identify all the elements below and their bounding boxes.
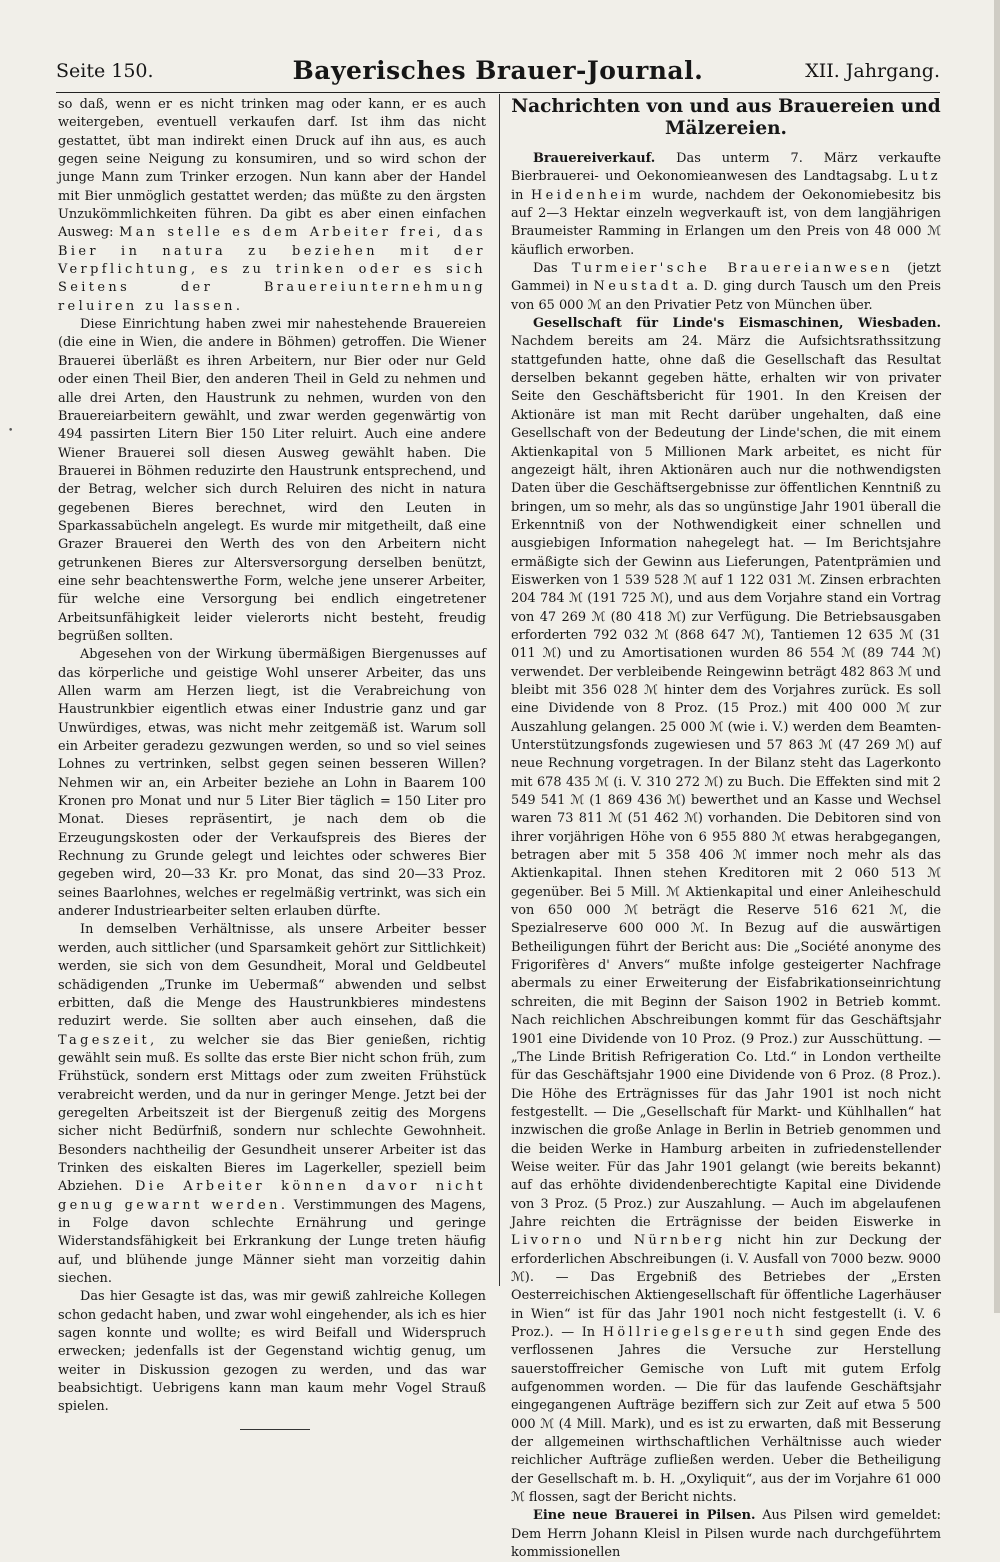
news-item [511, 150, 941, 260]
news-item [511, 1507, 941, 1562]
spaced-emphasis: Höllriegelsgereuth [602, 1325, 788, 1340]
paragraph-text: zu welcher sie das Bier genießen, richtig gewählt sein muß. Es sollte das erste Bier nicht schon früh, zum Frühstück, sondern erst Mittags oder zum zweiten Frühstück verabreicht werden, und da nur in geringer Menge. Jetzt bei der geregelten Arbeitszeit ist der Biergenuß zeitig des Morgens sicher nicht Bedürfniß, sondern nur schlechte Gewohnheit. Besonders nachtheilig der Gesundheit unserer Arbeiter ist das Trinken des eiskalten Bieres im Lagerkeller, speziell beim Abziehen. [58, 1032, 486, 1195]
section-title: Nachrichten von und aus Brauereien und Mälzereien. [511, 96, 941, 139]
spaced-emphasis: Turmeier'sche Brauereianwesen [571, 261, 894, 277]
spaced-emphasis: Heidenheim [531, 187, 645, 203]
paragraph-text: In demselben Verhältnisse, als unsere Arbeiter besser werden, auch sittlicher (und Sparsamkeit gehört zur Sittlichkeit) werden, sie sich von dem Gesundheit, Moral und Geldbeutel schädigenden „Trunke im Uebermaß“ abwenden und selbst erbitten, daß die Menge des Haustrunkbieres mindestens reduzirt werde. Sie sollten aber auch einsehen, daß die [58, 922, 486, 1030]
volume-label: XII. Jahrgang. [805, 60, 940, 82]
journal-title: Bayerisches Brauer-Journal. [292, 56, 704, 85]
paragraph [58, 96, 486, 316]
news-text: Nachdem bereits am 24. März die Aufsichtsrathssitzung stattgefunden hatte, ohne daß die Gesellschaft das Resultat derselben bekannt gegeben hätte, erhalten wir von privater Seite den Geschäftsbericht für 1901. In den Kreisen der Aktionäre ist man mit Recht darüber ungehalten, daß eine Gesellschaft von der Bedeutung der Linde'schen, die mit einem Aktienkapital von 5 Millionen Mark arbeitet, es nicht für angezeigt hält, ihren Aktionären auch nur die nothwendigsten Daten über die Geschäftsergebnisse zur öffentlichen Kenntniß zu bringen, um so mehr, als das so ungünstige Jahr 1901 überall die Erkenntniß von der Nothwendigkeit einer schnellen und ausgiebigen Information nahegelegt hat. — Im Berichtsjahre ermäßigte sich der Gewinn aus Lieferungen, Patentprämien und Eiswerken von 1 539 528 ℳ auf 1 122 031 ℳ. Zinsen erbrachten 204 784 ℳ (191 725 ℳ), und aus dem Vorjahre stand ein Vortrag von 47 269 ℳ (80 418 ℳ) zur Verfügung. Die Betriebsausgaben erforderten 792 032 ℳ (868 647 ℳ), Tantiemen 12 635 ℳ (31 011 ℳ) und zu Amortisationen wurden 86 554 ℳ (89 744 ℳ) verwendet. Der verbleibende Reingewinn beträgt 482 863 ℳ und bleibt mit 356 028 ℳ hinter dem des Vorjahres zurück. Es soll eine Dividende von 8 Proz. (15 Proz.) mit 400 000 ℳ zur Auszahlung gelangen. 25 000 ℳ (wie i. V.) werden dem Beamten-Unterstützungsfonds zugewiesen und 57 863 ℳ (47 269 ℳ) auf neue Rechnung vorgetragen. In der Bilanz steht das Lagerkonto mit 678 435 ℳ (i. V. 310 272 ℳ) zu Buch. Die Effekten sind mit 2 549 541 ℳ (1 869 436 ℳ) bewerthet und an Kasse und Wechsel waren 73 811 ℳ (51 462 ℳ) vorhanden. Die Debitoren sind von ihrer vorjährigen Höhe von 6 955 880 ℳ etwas herabgegangen, betragen aber mit 5 358 406 ℳ immer noch mehr als das Aktienkapital. Ihnen stehen Kreditoren mit 2 060 513 ℳ gegenüber. Bei 5 Mill. ℳ Aktienkapital und einer Anleiheschuld von 650 000 ℳ beträgt die Reserve 516 621 ℳ, die Spezialreserve 600 000 ℳ. In Bezug auf die auswärtigen Betheiligungen führt der Bericht aus: Die „Société anonyme des Frigorifères d' Anvers“ mußte infolge gesteigerter Nachfrage abermals zu einer Erweiterung der Eisfabrikationseinrichtung schreiten, die mit Beginn der Saison 1902 in Betrieb kommt. Nach reichlichen Abschreibungen kommt für das Geschäftsjahr 1901 eine Dividende von 10 Proz. (9 Proz.) zur Ausschüttung. — „The Linde British Refrigeration Co. Ltd.“ in London vertheilte für das Geschäftsjahr 1900 eine Dividende von 6 Proz. (8 Proz.). Die Höhe des Erträgnisses für das Jahr 1901 ist noch nicht festgestellt. — Die „Gesellschaft für Markt- und Kühlhallen“ hat inzwischen die große Anlage in Berlin in Betrieb genommen und die beiden Werke in Hamburg arbeiten in zufriedenstellender Weise weiter. Für das Jahr 1901 gelangt (wie bereits bekannt) auf das erhöhte dividendenberechtigte Kapital eine Dividende von 3 Proz. (5 Proz.) zur Auszahlung. — Auch im abgelaufenen Jahre reichten die Erträgnisse der beiden Eiswerke in [511, 334, 941, 1230]
page-edge-shadow [994, 0, 1000, 1313]
spaced-emphasis: Man stelle es dem Arbeiter frei, das Bier in natura zu beziehen mit der Verpflichtung, es zu trinken oder es sich Seitens der Brauereiunternehmung reluiren zu lassen. [58, 225, 486, 314]
column-divider [499, 94, 500, 1286]
news-text: (jetzt Gammei) in [511, 261, 941, 295]
news-heading: Gesellschaft für Linde's Eismaschinen, Wiesbaden. [533, 316, 941, 332]
news-item [511, 260, 941, 315]
news-item [511, 315, 941, 1507]
news-text: in [511, 187, 524, 203]
margin-mark: • [8, 426, 14, 436]
end-rule [240, 1429, 310, 1430]
left-column [58, 96, 486, 1430]
right-column [511, 96, 941, 1562]
paragraph: Diese Einrichtung haben zwei mir nahestehende Brauereien (die eine in Wien, die andere in Böhmen) getroffen. Die Wiener Brauerei überläßt es ihren Arbeitern, nur Bier oder nur Geld oder einen Theil Bier, den anderen Theil in Geld zu nehmen und alle drei Arten, den Haustrunk zu nehmen, wurden von den Brauereiarbeitern gewählt, und zwar werden gegenwärtig von 494 passirten Litern Bier 150 Liter reluirt. Auch eine andere Wiener Brauerei soll diesen Ausweg gewählt haben. Die Brauerei in Böhmen reduzirte den Haustrunk entsprechend, und der Betrag, welcher sich durch Reluiren des nicht in natura gegebenen Bieres berechnet, wird den Leuten in Sparkassabücheln angelegt. Es wurde mir mitgetheilt, daß eine Grazer Brauerei den Werth des von den Arbeitern nicht getrunkenen Bieres zur Altersversorgung derselben benützt, eine sehr beachtenswerthe Form, welche jene unserer Arbeiter, für welche eine Versorgung bei endlich eingetretener Arbeitsunfähigkeit leider vielerorts nicht besteht, freudig begrüßen sollten. [58, 317, 486, 644]
spaced-emphasis: Neustadt [593, 279, 681, 295]
paragraph-text: so daß, wenn er es nicht trinken mag oder kann, er es auch weitergeben, eventuell verkaufen darf. Ist ihm das nicht gestattet, übt man indirekt einen Druck auf ihn aus, es auch gegen seine Neigung zu konsumiren, und so wird schon der junge Mann zum Trinker erzogen. Nun kann aber der Handel mit Bier unmöglich gestattet werden; das müßte zu den ärgsten Unzukömmlichkeiten führen. Da gibt es aber einen einfachen Ausweg: [58, 97, 486, 241]
paragraph-text: Verstimmungen des Magens, in Folge davon schlechte Ernährung und geringe Widerstandsfähigkeit bei Erkrankung der Lunge treten häufig auf, und blühende junge Männer sieht man vorzeitig dahin siechen. [58, 1197, 486, 1286]
spaced-emphasis: Nürnberg [633, 1233, 726, 1249]
news-text: Das [533, 261, 558, 277]
news-text: nicht hin zur Deckung der erforderlichen Abschreibungen (i. V. Ausfall von 7000 bezw. 9000 ℳ). — Das Ergebniß des Betriebes der „Ersten Oesterreichischen Aktiengesellschaft für öffentliche Lagerhäuser in Wien“ ist für das Jahr 1901 noch nicht festgestellt (i. V. 6 Proz.). — In [511, 1233, 941, 1340]
page-number: Seite 150. [56, 60, 154, 82]
news-text: und [596, 1233, 622, 1249]
paragraph: Das hier Gesagte ist das, was mir gewiß zahlreiche Kollegen schon gedacht haben, und zwar wohl eingehender, als ich es hier sagen konnte und wollte; es wird Beifall und Widerspruch erwecken; jedenfalls ist der Gegenstand wichtig genug, um weiter in Diskussion gezogen zu werden, und das war beabsichtigt. Uebrigens kann man kaum mehr Vogel Strauß spielen. [58, 1289, 486, 1415]
spaced-emphasis: Die Arbeiter können davor nicht genug gewarnt werden. [58, 1179, 486, 1213]
spaced-emphasis: Tageszeit, [58, 1032, 158, 1048]
paragraph: Abgesehen von der Wirkung übermäßigen Biergenusses auf das körperliche und geistige Wohl unserer Arbeiter, das uns Allen warm am Herzen liegt, ist die Verabreichung von Haustrunkbier eigentlich etwas einer Industrie ganz und gar Unwürdiges, etwas, was nicht mehr zeitgemäß ist. Warum soll ein Arbeiter geradezu gezwungen werden, so und so viel seines Lohnes zu vertrinken, selbst gegen seinen besseren Willen? Nehmen wir an, ein Arbeiter beziehe an Lohn in Baarem 100 Kronen pro Monat und nur 5 Liter Bier täglich = 150 Liter pro Monat. Dieses repräsentirt, je nach dem ob die Erzeugungskosten oder der Verkaufspreis des Bieres der Rechnung zu Grunde gelegt und leichtes oder schweres Bier gegeben wird, 20—33 Kr. pro Monat, das sind 20—33 Proz. seines Baarlohnes, welches er regelmäßig vertrinkt, was sich ein anderer Industriearbeiter selten erlauben dürfte. [58, 647, 486, 920]
news-text: sind gegen Ende des verflossenen Jahres die Versuche zur Herstellung sauerstoffreicher Gemische von Luft mit gutem Erfolg aufgenommen worden. — Die für das laufende Geschäftsjahr eingegangenen Aufträge beziffern sich zur Zeit auf etwa 5 500 000 ℳ (4 Mill. Mark), und es ist zu erwarten, daß mit Besserung der allgemeinen wirthschaftlichen Verhältnisse auch wieder reichlicher Aufträge zufließen werden. Ueber die Betheiligung der Gesellschaft m. b. H. „Oxyliquit“, aus der im Vorjahre 61 000 ℳ flossen, sagt der Bericht nichts. [511, 1325, 941, 1506]
paragraph [58, 921, 486, 1288]
news-heading: Brauereiverkauf. [533, 151, 656, 166]
news-text: Das unterm 7. März verkaufte Bierbrauerei- und Oekonomieanwesen des Landtagsabg. [511, 151, 941, 185]
spaced-emphasis: Lutz [898, 169, 941, 185]
news-heading: Eine neue Brauerei in Pilsen. [533, 1508, 756, 1524]
page-header [56, 56, 940, 88]
news-text: Aus Pilsen wird gemeldet: Dem Herrn Johann Kleisl in Pilsen wurde nach durchgeführtem kommissionellen [511, 1508, 941, 1561]
header-rule [56, 92, 940, 93]
spaced-emphasis: Livorno [511, 1233, 585, 1249]
news-text: wurde, nachdem der Oekonomiebesitz bis auf 2—3 Hektar einzeln wegverkauft ist, von dem langjährigen Braumeister Ramming in Erlangen um den Preis von 48 000 ℳ käuflich erworben. [511, 187, 941, 258]
news-text: a. D. ging durch Tausch um den Preis von 65 000 ℳ an den Privatier Petz von München über. [511, 279, 941, 313]
